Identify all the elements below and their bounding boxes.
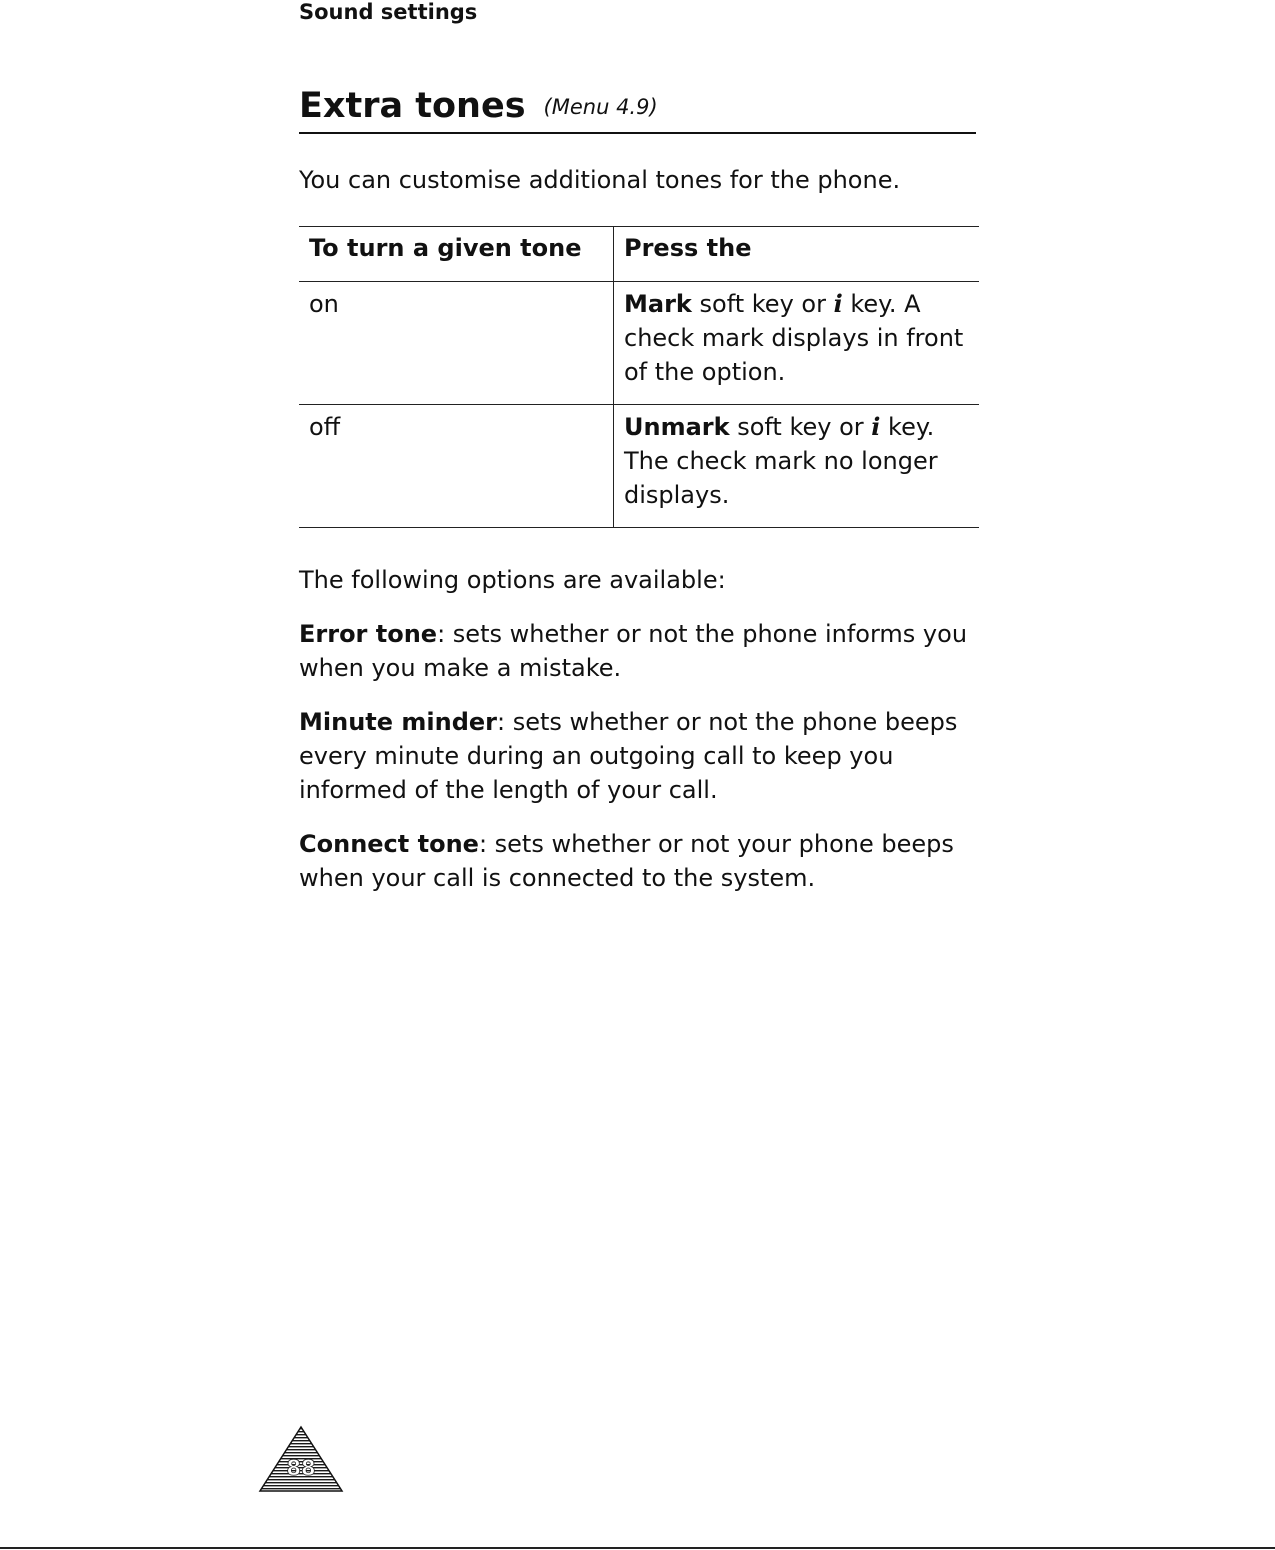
table-row: [299, 405, 979, 528]
table-cell-action: [614, 282, 980, 405]
section-title: [299, 84, 976, 134]
option-desc: : sets whether or not your phone beeps when your call is connected to the system.: [299, 830, 954, 892]
info-key-icon: i: [871, 412, 881, 441]
table-row: [299, 282, 979, 405]
action-text: key. A check mark displays in front of the option.: [624, 290, 964, 386]
soft-key-label: Unmark: [624, 413, 730, 441]
option-desc: : sets whether or not the phone beeps every minute during an outgoing call to keep you informed of the length of your call.: [299, 708, 958, 804]
option-term: Connect tone: [299, 830, 479, 858]
info-key-icon: i: [833, 289, 843, 318]
action-text: soft key or: [729, 413, 872, 441]
table-header-tone: To turn a given tone: [299, 227, 614, 282]
table-cell-state: off: [299, 405, 614, 528]
intro-paragraph: You can customise additional tones for the phone.: [299, 166, 901, 194]
section-title-text: Extra tones: [299, 86, 526, 126]
option-term: Minute minder: [299, 708, 497, 736]
option-item-connect-tone: [299, 827, 979, 895]
bottom-rule: [0, 1547, 1275, 1549]
option-item-error-tone: [299, 617, 979, 685]
tone-table: [299, 226, 979, 528]
running-header: Sound settings: [299, 0, 478, 24]
table-header-press: Press the: [624, 234, 752, 262]
soft-key-label: Mark: [624, 290, 692, 318]
options-section: [299, 563, 979, 915]
table-header-row: [299, 227, 979, 282]
menu-reference: (Menu 4.9): [543, 95, 658, 119]
option-item-minute-minder: [299, 705, 979, 807]
table-cell-action: [614, 405, 980, 528]
table-cell-state: on: [299, 282, 614, 405]
action-text: soft key or: [691, 290, 834, 318]
option-desc: : sets whether or not the phone informs you when you make a mistake.: [299, 620, 968, 682]
options-lead: The following options are available:: [299, 566, 726, 594]
triangle-page-badge-icon: [258, 1425, 344, 1493]
action-text: key. The check mark no longer displays.: [624, 413, 938, 509]
page-number: 88: [286, 1456, 316, 1480]
option-term: Error tone: [299, 620, 438, 648]
